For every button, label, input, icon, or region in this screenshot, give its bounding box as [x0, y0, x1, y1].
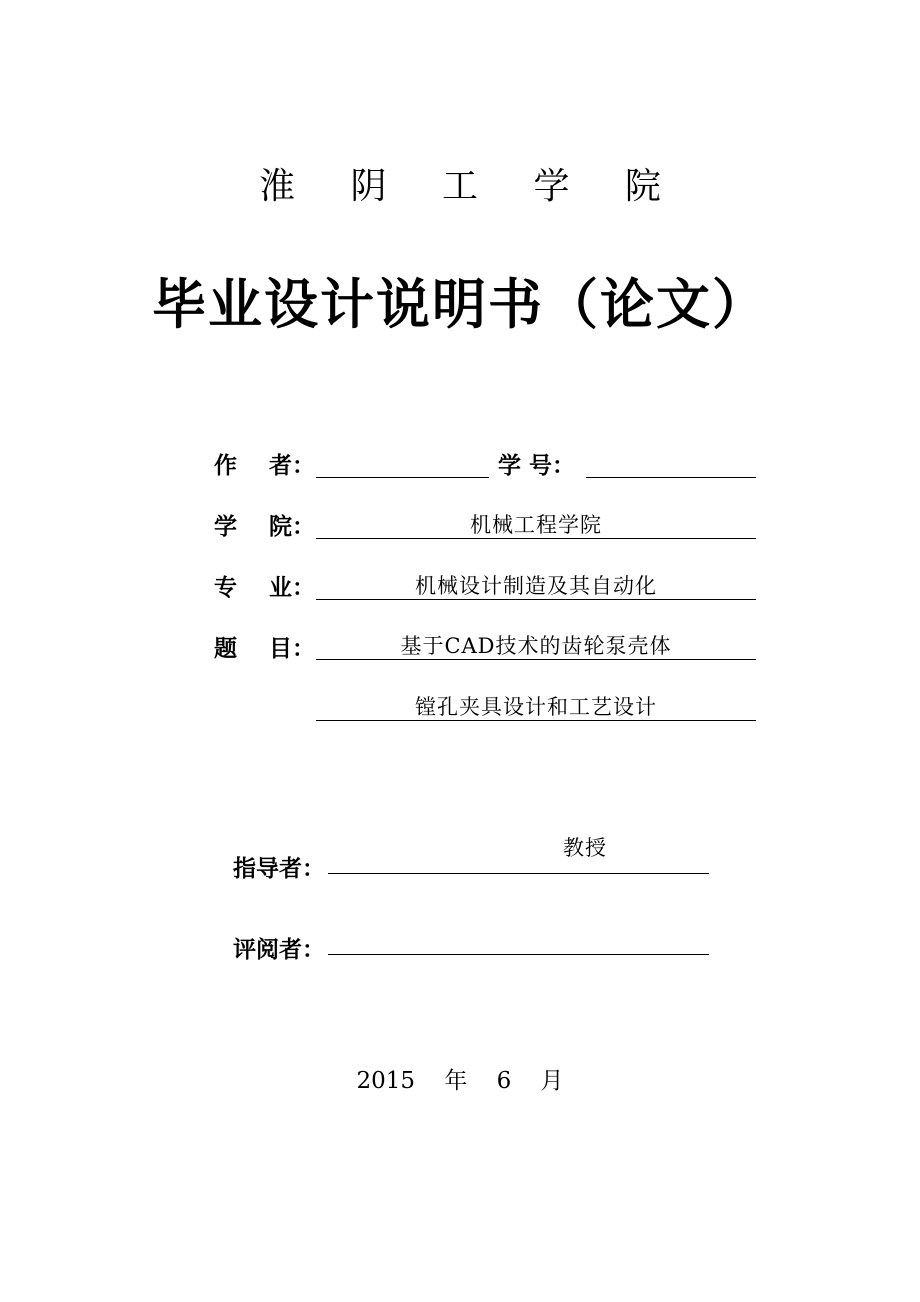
date-year: 2015 — [356, 1068, 416, 1094]
document-title: 毕业设计说明书（论文） — [152, 273, 768, 336]
topic-value-1: 基于CAD技术的齿轮泵壳体 — [400, 634, 672, 658]
date-month-unit: 月 — [540, 1068, 564, 1094]
reviewer-label: 评阅者： — [233, 937, 325, 963]
student-id-label: 学 号： — [498, 453, 576, 479]
major-label: 专 业： — [214, 575, 316, 601]
topic-value-2: 镗孔夹具设计和工艺设计 — [415, 695, 657, 719]
author-label: 作 者： — [214, 453, 316, 479]
date-line — [0, 1062, 920, 1095]
advisor-line — [328, 873, 709, 874]
date-year-unit: 年 — [444, 1068, 468, 1094]
topic-label: 题 目： — [214, 636, 316, 662]
school-name: 淮 阴 工 学 院 — [259, 166, 683, 207]
author-line — [316, 477, 489, 478]
advisor-value: 教授 — [563, 836, 607, 860]
advisor-label: 指导者： — [233, 856, 325, 882]
student-id-line — [586, 477, 756, 478]
college-value: 机械工程学院 — [470, 513, 602, 537]
date-month: 6 — [496, 1068, 512, 1094]
major-value: 机械设计制造及其自动化 — [415, 574, 657, 598]
reviewer-line — [328, 954, 709, 955]
college-label: 学 院： — [214, 514, 316, 540]
